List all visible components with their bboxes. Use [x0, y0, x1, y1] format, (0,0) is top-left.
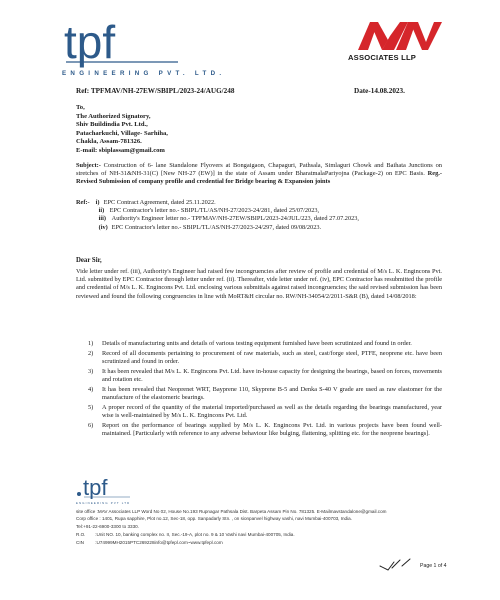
mav-logo-subtitle: ASSOCIATES LLP	[348, 53, 417, 62]
tpf-logo-subtitle: ENGINEERING PVT. LTD.	[62, 70, 226, 77]
footer-tpf-logo	[76, 475, 132, 499]
registered-office	[76, 531, 456, 539]
list-item: 1) Details of manufacturing units and details of various testing equipment furnished have been scrutinized and found in order.	[88, 340, 412, 347]
reference-item: ii) EPC Contractor's letter no.- SBIPL/TL/AS/NH-27/2023-24/281, dated 25/07/2023,	[98, 207, 320, 215]
subject-text: Construction of 6- lane Standalone Flyovers at Bongaigaon, Chapaguri, Pathsala, Simlaguri Chowk and Baihata Junctions on stretches of NH-31&NH-31(C) [New NH-27 (EW)] in the state of Assam under BharatmalaPariyojna (Package-2) on EPC Basis.	[76, 162, 442, 178]
mav-logo	[356, 18, 442, 52]
reference-item: iii) Authority's Engineer letter no.- TPFMAV/NH-27EW/SBIPL/2023-24/JUL/223, dated 27.07.2023,	[98, 215, 359, 223]
cin	[76, 539, 456, 547]
addressee-line: Chakla, Assam-781326.	[76, 138, 142, 146]
congruency-list	[88, 340, 442, 440]
references-label: Ref:-	[76, 199, 90, 206]
subject-label: Subject:-	[76, 162, 101, 169]
list-item: 4) It has been revealed that Neoprenet WRT, Bayprene 110, Skyprene B-5 and Denka S-40 V grade are used as raw elastomer for the manufacture of the elastomeric bearings.	[88, 385, 442, 401]
references-block	[76, 199, 442, 232]
addressee-block	[76, 104, 168, 156]
addressee-email: E-mail: sbiplassam@gmail.com	[76, 146, 165, 154]
reference-number: Ref: TPFMAV/NH-27EW/SBIPL/2023-24/AUG/248	[76, 87, 235, 95]
corp-office: Corp office : 1401, Rupa sapphire, Plot no.12, Sec-18, opp. Sanpadarly Stn. , on sionpanvel highway vashi, navi Mumbai-400703, India.	[76, 516, 352, 522]
list-item: 6) Report on the performance of bearings supplied by M/s L. K. Engincons Pvt. Ltd. in various projects have been found well-maintained. [Particularly with reference to any adverse behaviour like bulging, flattening, splitting etc. for the neoprene bearings].	[88, 421, 442, 437]
footer-logo-text: tpf	[83, 475, 108, 499]
page-number: Page 1 of 4	[420, 563, 447, 569]
addressee-line: Shiv Buildindia Pvt. Ltd.,	[76, 121, 148, 129]
list-item: 5) A proper record of the quantity of the material imported/purchased as well as the details regarding the bearings manufactured, year wise is well-maintained by M/s L. K. Engincons Pvt. Ltd.	[88, 403, 442, 419]
list-item: 2) Record of all documents pertaining to procurement of raw materials, such as steel, cast/forge steel, PTFE, neoprene etc. have been scrutinized and found in order.	[88, 349, 442, 365]
subject-regarding: Reg.- Revised Submission of company profile and credential for Bridge bearing & Expansion joints	[76, 170, 442, 186]
to-label: To,	[76, 104, 85, 111]
letter-date: Date-14.08.2023.	[354, 87, 405, 95]
ro-text: :Unit NO. 10, banking complex no. II, Sec.-19-A, plot no. 9 & 10 Vashi navi Mumbai-400705, India.	[95, 532, 295, 537]
footer-contact	[76, 509, 456, 547]
footer-logo-subtitle: ENGINEERING PVT LTD	[76, 501, 131, 505]
list-item: 3) It has been revealed that M/s L. K. Engincons Pvt. Ltd. have in-house capacity for designing the bearings, based on forces, movements and rotation etc.	[88, 367, 442, 383]
salutation: Dear Sir,	[76, 257, 102, 264]
body-paragraph: Vide letter under ref. (iii), Authority's Engineer had raised few incongruencies after review of profile and credential of M/s L. K. Engincons Pvt. Ltd. submitted by EPC Contractor through letter under ref. (ii). Thereafter, vide letter under ref. (iv), EPC Contractor has resubmitted the profile and credential of M/s L. K. Engincons Pvt. Ltd. enclosing various submittals against raised incongruencies; the said revised submission has been reviewed and found the following congruencies in line with MoRT&H circular no. RW/NH-34054/2/2011-S&R (B), dated 14/08/2018:	[76, 268, 442, 300]
tpf-logo-text: tpf	[64, 18, 116, 68]
addressee-line: The Authorized Signatory,	[76, 112, 151, 120]
telephone: Tel:+91-22-6900-3300 to 3330.	[76, 524, 139, 530]
tpf-logo	[62, 18, 182, 68]
subject-block	[76, 162, 442, 186]
cin-label: CIN	[76, 539, 84, 545]
reference-item: (iv) EPC Contractor's letter no.- SBIPL/TL/AS/NH-27/2023-24/297, dated 09/08/2023.	[98, 223, 322, 231]
reference-item: i) EPC Contract Agreement, dated 25.11.2022.	[95, 199, 216, 206]
cin-text: :U74999MH2015PTC269228info@tpfepl.com~www.tpfepl.com	[95, 539, 223, 545]
addressee-line: Patacharkuchi, Village- Sarhiha,	[76, 129, 168, 137]
site-office: site office :MAV Associates LLP Word No 02, House No.193 Rupnagar Pathsala Dist. Barpeta Assam Pin No. 781325. E-Mailmavstandalone@gmail.com	[76, 509, 387, 514]
signature-mark	[378, 556, 414, 574]
ro-label: R.O.	[76, 532, 86, 537]
